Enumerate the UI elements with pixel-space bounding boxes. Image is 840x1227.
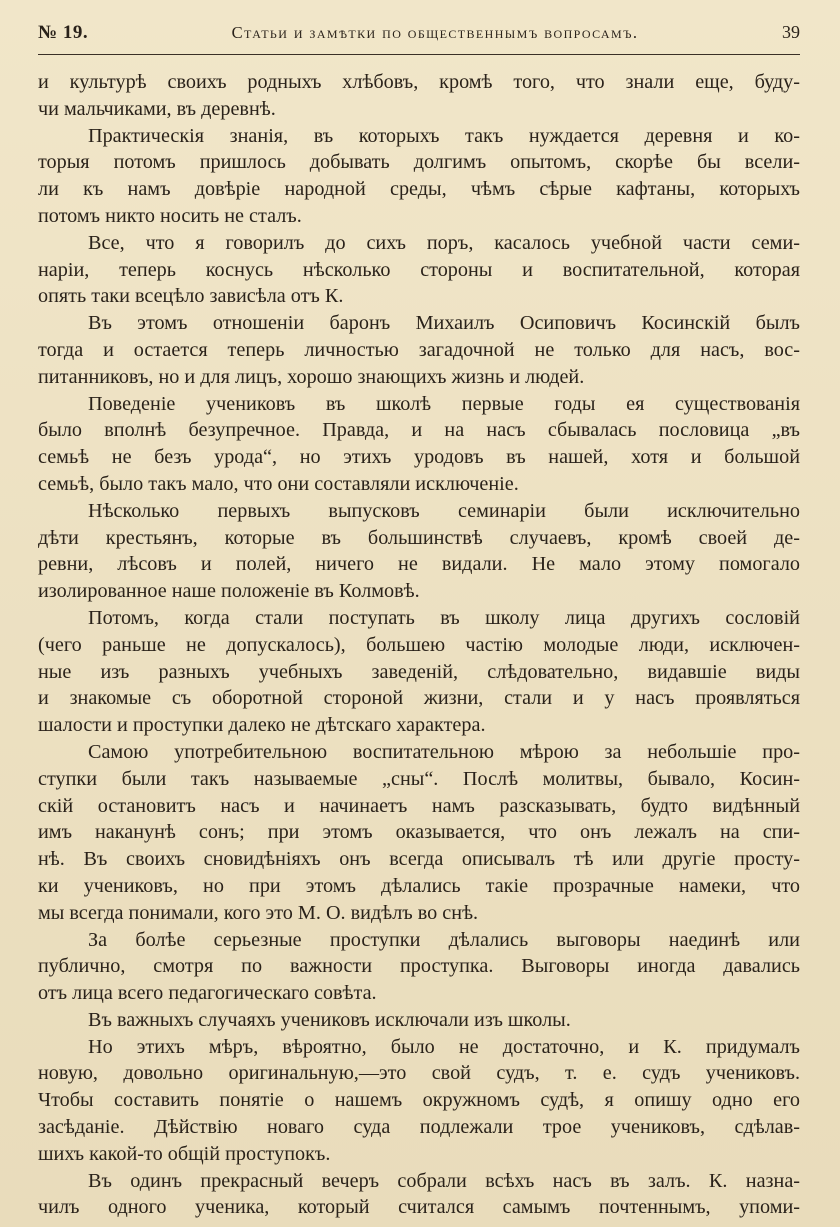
text-line: шихъ какой-то общій проступокъ. <box>38 1142 331 1165</box>
text-line: ки учениковъ, но при этомъ дѣлались такіе прозрачные намеки, что <box>38 874 800 897</box>
text-line: нѣ. Въ своихъ сновидѣніяхъ онъ всегда описывалъ тѣ или другіе просту- <box>38 848 800 871</box>
text-line: Въ этомъ отношеніи баронъ Михаилъ Осиповичъ Косинскій былъ <box>88 312 800 335</box>
paragraph <box>38 310 800 390</box>
text-line: новую, довольно оригинальную,—это свой судъ, т. е. судъ учениковъ. <box>38 1062 800 1085</box>
text-line: семьѣ не безъ урода“, но этихъ уродовъ въ нашей, хотя и большой <box>38 446 800 469</box>
text-line: ревни, лѣсовъ и полей, ничего не видали. Не мало этому помогало <box>38 553 800 576</box>
paragraph <box>38 123 800 230</box>
text-line: отъ лица всего педагогическаго совѣта. <box>38 982 377 1005</box>
paragraph <box>38 1168 800 1222</box>
text-line: семьѣ, было такъ мало, что они составляли исключеніе. <box>38 472 519 495</box>
text-line: и культурѣ своихъ родныхъ хлѣбовъ, кромѣ того, что знали еще, буду- <box>38 71 800 93</box>
text-line: потомъ никто носить не сталъ. <box>38 204 302 227</box>
text-line: (чего раньше не допускалось), большею частію молодые люди, исключен- <box>38 633 800 656</box>
text-line: изолированное наше положеніе въ Колмовѣ. <box>38 580 420 603</box>
article-body <box>38 69 800 1221</box>
paragraph <box>38 605 800 739</box>
text-line: опять таки всецѣло зависѣла отъ К. <box>38 285 344 308</box>
text-line: Въ важныхъ случаяхъ учениковъ исключали изъ школы. <box>88 1008 571 1031</box>
text-line: питанниковъ, но и для лицъ, хорошо знающихъ жизнь и людей. <box>38 365 585 388</box>
text-line: ступки были такъ называемые „сны“. Послѣ молитвы, бывало, Косин- <box>38 767 800 790</box>
text-line: Практическія знанія, въ которыхъ такъ нуждается деревня и ко- <box>88 124 800 147</box>
text-line: было вполнѣ безупречное. Правда, и на насъ сбывалась пословица „въ <box>38 419 800 442</box>
text-line: ные изъ разныхъ учебныхъ заведеній, слѣдовательно, видавшіе виды <box>38 660 800 683</box>
paragraph <box>38 498 800 605</box>
text-line: чи мальчиками, въ деревнѣ. <box>38 97 276 120</box>
paragraph <box>38 927 800 1007</box>
text-line: дѣти крестьянъ, которые въ большинствѣ случаевъ, кромѣ своей де- <box>38 526 800 549</box>
page-number: 39 <box>781 22 800 42</box>
text-line: и знакомые съ оборотной стороной жизни, стали и у насъ проявляться <box>38 687 800 710</box>
paragraph <box>38 739 800 927</box>
paragraph <box>38 69 800 123</box>
section-title: Статьи и замѣтки по общественнымъ вопросамъ. <box>231 23 639 42</box>
text-line: наріи, теперь коснусь нѣсколько стороны и воспитательной, которая <box>38 258 800 281</box>
paragraph <box>38 230 800 310</box>
running-header <box>38 22 800 55</box>
text-line: Чтобы составить понятіе о нашемъ окружномъ судѣ, я опишу одно его <box>38 1089 800 1112</box>
text-line: Но этихъ мѣръ, вѣроятно, было не достаточно, и К. придумалъ <box>88 1035 800 1058</box>
text-line: Поведеніе учениковъ въ школѣ первые годы ея существованія <box>88 392 800 415</box>
text-line: Въ одинъ прекрасный вечеръ собрали всѣхъ насъ въ залъ. К. назна- <box>88 1169 800 1192</box>
text-line: шалости и проступки далеко не дѣтскаго характера. <box>38 714 486 737</box>
paragraph <box>38 1034 800 1168</box>
text-line: Потомъ, когда стали поступать въ школу лица другихъ сословій <box>88 606 800 629</box>
issue-number: № 19. <box>38 22 89 43</box>
paragraph <box>38 1007 800 1034</box>
text-line: скій остановитъ насъ и начинаетъ намъ разсказывать, будто видѣнный <box>38 794 800 817</box>
text-line: Нѣсколько первыхъ выпусковъ семинаріи были исключительно <box>88 499 800 522</box>
text-line: Самою употребительною воспитательною мѣрою за небольшіе про- <box>88 740 800 763</box>
text-line: засѣданіе. Дѣйствію новаго суда подлежали трое учениковъ, сдѣлав- <box>38 1116 800 1139</box>
text-line: За болѣе серьезные проступки дѣлались выговоры наединѣ или <box>88 928 800 951</box>
text-line: мы всегда понимали, кого это М. О. видѣлъ во снѣ. <box>38 901 479 924</box>
text-line: Все, что я говорилъ до сихъ поръ, касалось учебной части семи- <box>88 231 800 254</box>
text-line: публично, смотря по важности проступка. Выговоры иногда давались <box>38 955 800 978</box>
text-line: тогда и остается теперь личностью загадочной не только для насъ, вос- <box>38 338 800 361</box>
text-line: ли къ намъ довѣріе народной среды, чѣмъ сѣрые кафтаны, которыхъ <box>38 178 800 201</box>
text-line: чилъ одного ученика, который считался самымъ почтеннымъ, упоми- <box>38 1196 800 1219</box>
text-line: имъ наканунѣ сонъ; при этомъ оказывается, что онъ лежалъ на спи- <box>38 821 800 844</box>
paragraph <box>38 391 800 498</box>
text-line: торыя потомъ пришлось добывать долгимъ опытомъ, скорѣе бы всели- <box>38 151 800 174</box>
